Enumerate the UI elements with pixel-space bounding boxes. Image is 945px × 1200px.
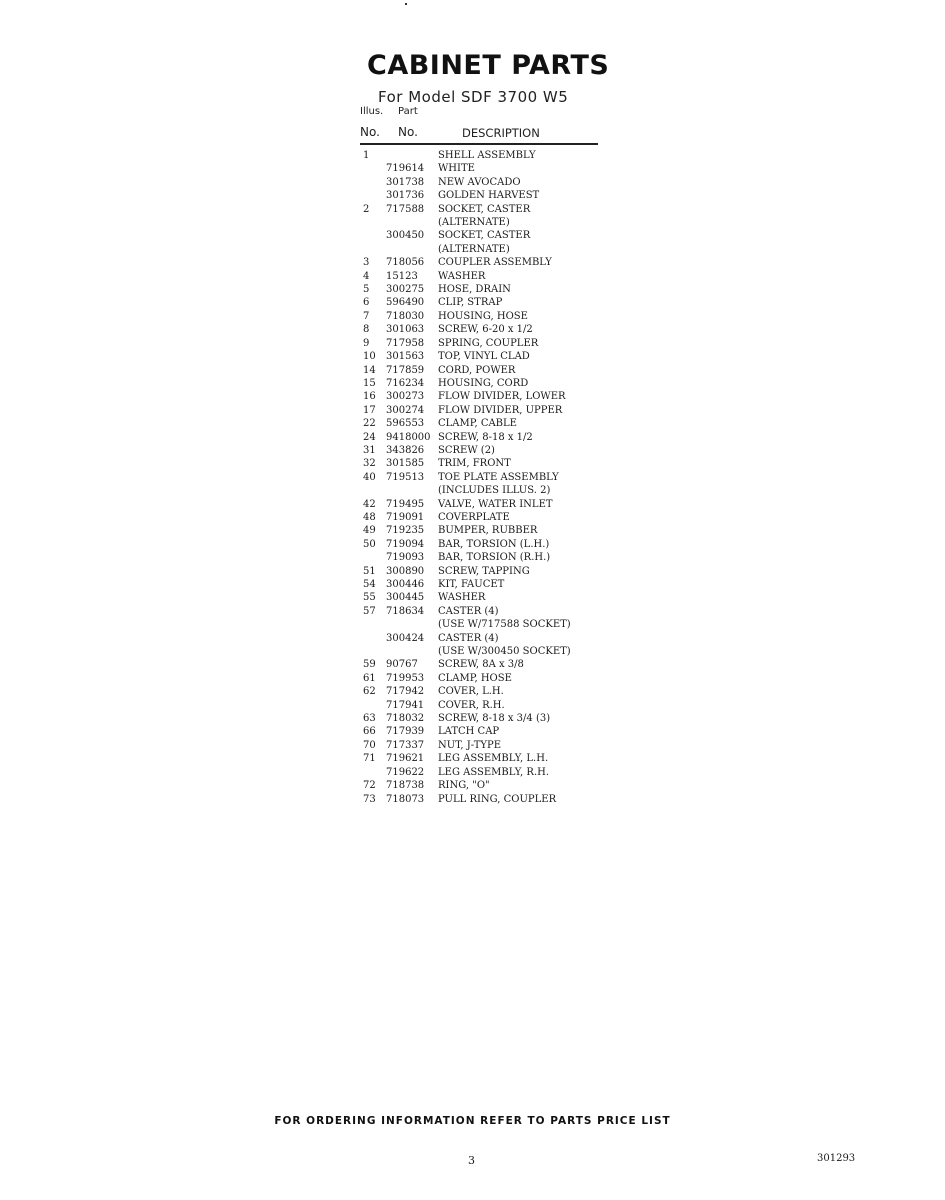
- part-description: SCREW, 6-20 x 1/2: [438, 324, 533, 336]
- part-description: (USE W/300450 SOCKET): [438, 646, 571, 658]
- part-description: PULL RING, COUPLER: [438, 793, 557, 805]
- scan-speck: [405, 3, 407, 5]
- header-illus-no: No.: [360, 125, 380, 139]
- part-number: 301585: [386, 458, 425, 470]
- illus-number: 14: [363, 364, 376, 376]
- parts-table-row: [0, 538, 945, 551]
- part-description: SCREW (2): [438, 444, 495, 456]
- part-number: 716234: [386, 377, 425, 389]
- illus-number: 55: [363, 592, 376, 604]
- illus-number: 59: [363, 659, 376, 671]
- part-description: CLAMP, HOSE: [438, 672, 512, 684]
- illus-number: 71: [363, 753, 376, 765]
- part-number: 596553: [386, 418, 425, 430]
- part-description: WASHER: [438, 592, 486, 604]
- part-description: LEG ASSEMBLY, R.H.: [438, 766, 550, 778]
- header-part-no: No.: [398, 125, 418, 139]
- illus-number: 3: [363, 257, 370, 269]
- part-number: 15123: [386, 270, 418, 282]
- parts-table-row: [0, 685, 945, 698]
- parts-table-row: [0, 377, 945, 390]
- parts-table-row: [0, 645, 945, 658]
- part-description: TOE PLATE ASSEMBLY: [438, 471, 559, 483]
- parts-table-row: [0, 658, 945, 671]
- illus-number: 40: [363, 471, 376, 483]
- parts-table-row: [0, 793, 945, 806]
- illus-number: 31: [363, 444, 376, 456]
- illus-number: 8: [363, 324, 370, 336]
- part-number: 300424: [386, 632, 425, 644]
- parts-table-row: [0, 243, 945, 256]
- parts-table-row: [0, 779, 945, 792]
- part-description: SCREW, 8A x 3/8: [438, 659, 524, 671]
- parts-table-row: [0, 203, 945, 216]
- illus-number: 50: [363, 538, 376, 550]
- document-number: 301293: [817, 1153, 856, 1164]
- parts-table-row: [0, 149, 945, 162]
- illus-number: 49: [363, 525, 376, 537]
- part-description: CASTER (4): [438, 605, 499, 617]
- part-number: 343826: [386, 444, 425, 456]
- part-description: CLAMP, CABLE: [438, 418, 517, 430]
- parts-table-row: [0, 364, 945, 377]
- parts-table-row: [0, 699, 945, 712]
- part-number: 300450: [386, 230, 425, 242]
- parts-table-row: [0, 672, 945, 685]
- part-description: (USE W/717588 SOCKET): [438, 619, 571, 631]
- illus-number: 54: [363, 579, 376, 590]
- model-subtitle: For Model SDF 3700 W5: [378, 88, 569, 106]
- part-number: 717941: [386, 699, 425, 711]
- part-description: CLIP, STRAP: [438, 297, 503, 309]
- part-number: 300274: [386, 404, 425, 416]
- illus-number: 32: [363, 458, 376, 470]
- part-number: 719495: [386, 498, 425, 510]
- header-description: DESCRIPTION: [462, 126, 540, 140]
- part-description: TRIM, FRONT: [438, 458, 511, 470]
- ordering-footer: FOR ORDERING INFORMATION REFER TO PARTS PRICE LIST: [274, 1115, 671, 1127]
- illus-number: 48: [363, 511, 376, 523]
- parts-table-row: [0, 618, 945, 631]
- part-number: 718738: [386, 780, 425, 792]
- part-description: SCREW, 8-18 x 1/2: [438, 431, 533, 443]
- part-description: SOCKET, CASTER: [438, 203, 531, 215]
- parts-table-row: [0, 229, 945, 242]
- part-number: 719091: [386, 511, 425, 523]
- part-number: 301736: [386, 190, 425, 202]
- part-number: 718030: [386, 310, 425, 322]
- part-description: GOLDEN HARVEST: [438, 190, 540, 202]
- part-description: CASTER (4): [438, 632, 499, 644]
- parts-table-row: [0, 216, 945, 229]
- part-number: 719622: [386, 766, 425, 778]
- illus-number: 10: [363, 351, 376, 363]
- part-description: WASHER: [438, 270, 486, 282]
- part-description: COUPLER ASSEMBLY: [438, 257, 552, 269]
- part-number: 719621: [386, 753, 425, 765]
- illus-number: 63: [363, 713, 376, 725]
- part-description: WHITE: [438, 163, 475, 175]
- part-description: HOSE, DRAIN: [438, 284, 511, 296]
- part-description: FLOW DIVIDER, LOWER: [438, 391, 566, 403]
- part-description: TOP, VINYL CLAD: [438, 351, 530, 363]
- part-description: LEG ASSEMBLY, L.H.: [438, 753, 549, 765]
- parts-table-row: [0, 712, 945, 725]
- parts-table-row: [0, 632, 945, 645]
- part-number: 717939: [386, 726, 425, 738]
- part-description: (ALTERNATE): [438, 243, 510, 255]
- part-number: 717942: [386, 686, 425, 698]
- part-description: BAR, TORSION (L.H.): [438, 538, 550, 550]
- page-title: CABINET PARTS: [367, 50, 610, 81]
- part-number: 718634: [386, 605, 425, 617]
- part-number: 301563: [386, 351, 425, 363]
- parts-table-row: [0, 725, 945, 738]
- part-description: FLOW DIVIDER, UPPER: [438, 404, 563, 416]
- header-illus-top: Illus.: [360, 106, 384, 117]
- part-number: 300890: [386, 565, 425, 577]
- illus-number: 73: [363, 793, 376, 805]
- page-number: 3: [468, 1154, 475, 1167]
- illus-number: 42: [363, 498, 376, 510]
- part-description: HOUSING, HOSE: [438, 310, 528, 322]
- illus-number: 57: [363, 605, 376, 617]
- part-description: SCREW, 8-18 x 3/4 (3): [438, 713, 551, 725]
- part-number: 300275: [386, 284, 425, 296]
- parts-table-row: [0, 176, 945, 189]
- part-number: 300273: [386, 391, 425, 403]
- parts-table-row: [0, 296, 945, 309]
- illus-number: 6: [363, 297, 370, 309]
- illus-number: 24: [363, 431, 376, 443]
- part-number: 718032: [386, 713, 425, 725]
- parts-table-row: [0, 565, 945, 578]
- illus-number: 17: [363, 404, 376, 416]
- header-part-top: Part: [398, 106, 418, 117]
- header-rule: [360, 143, 598, 145]
- part-description: LATCH CAP: [438, 726, 500, 738]
- part-number: 300446: [386, 579, 425, 590]
- part-description: KIT, FAUCET: [438, 579, 505, 590]
- parts-table-row: [0, 578, 945, 591]
- illus-number: 4: [363, 270, 370, 282]
- parts-table-row: [0, 283, 945, 296]
- parts-table: [0, 149, 945, 806]
- part-number: 90767: [386, 659, 418, 671]
- illus-number: 16: [363, 391, 376, 403]
- parts-table-row: [0, 498, 945, 511]
- part-description: BAR, TORSION (R.H.): [438, 552, 551, 564]
- part-description: COVER, L.H.: [438, 686, 504, 698]
- parts-table-row: [0, 471, 945, 484]
- part-description: CORD, POWER: [438, 364, 516, 376]
- part-number: 719093: [386, 552, 425, 564]
- parts-table-row: [0, 431, 945, 444]
- parts-table-row: [0, 270, 945, 283]
- illus-number: 1: [363, 150, 370, 161]
- parts-table-row: [0, 417, 945, 430]
- part-number: 596490: [386, 297, 425, 309]
- part-number: 9418000: [386, 431, 431, 443]
- part-description: BUMPER, RUBBER: [438, 525, 538, 537]
- parts-table-row: [0, 256, 945, 269]
- part-description: SOCKET, CASTER: [438, 230, 531, 242]
- part-number: 717958: [386, 337, 425, 349]
- parts-table-row: [0, 162, 945, 175]
- parts-table-row: [0, 766, 945, 779]
- part-number: 300445: [386, 592, 425, 604]
- parts-table-row: [0, 189, 945, 202]
- part-description: (ALTERNATE): [438, 217, 510, 229]
- part-number: 301738: [386, 176, 425, 188]
- illus-number: 62: [363, 686, 376, 698]
- parts-table-row: [0, 605, 945, 618]
- parts-table-row: [0, 752, 945, 765]
- part-description: (INCLUDES ILLUS. 2): [438, 485, 551, 497]
- part-number: 719614: [386, 163, 425, 175]
- part-number: 717588: [386, 203, 425, 215]
- part-description: COVERPLATE: [438, 511, 510, 523]
- parts-table-row: [0, 457, 945, 470]
- illus-number: 2: [363, 203, 370, 215]
- parts-table-row: [0, 511, 945, 524]
- parts-table-row: [0, 524, 945, 537]
- part-description: HOUSING, CORD: [438, 377, 529, 389]
- illus-number: 66: [363, 726, 376, 738]
- parts-table-row: [0, 444, 945, 457]
- part-number: 719235: [386, 525, 425, 537]
- part-number: 717337: [386, 739, 425, 751]
- part-number: 719513: [386, 471, 425, 483]
- part-number: 719094: [386, 538, 425, 550]
- parts-table-row: [0, 350, 945, 363]
- part-number: 719953: [386, 672, 425, 684]
- parts-table-row: [0, 323, 945, 336]
- part-number: 301063: [386, 324, 425, 336]
- part-description: SHELL ASSEMBLY: [438, 150, 536, 161]
- parts-table-row: [0, 591, 945, 604]
- part-description: NUT, J-TYPE: [438, 739, 502, 751]
- part-number: 718056: [386, 257, 425, 269]
- illus-number: 15: [363, 377, 376, 389]
- parts-table-row: [0, 310, 945, 323]
- parts-table-row: [0, 390, 945, 403]
- parts-table-row: [0, 404, 945, 417]
- part-description: COVER, R.H.: [438, 699, 505, 711]
- part-description: VALVE, WATER INLET: [438, 498, 553, 510]
- part-description: RING, "O": [438, 780, 490, 792]
- illus-number: 61: [363, 672, 376, 684]
- illus-number: 22: [363, 418, 376, 430]
- part-description: SPRING, COUPLER: [438, 337, 539, 349]
- parts-table-row: [0, 337, 945, 350]
- parts-table-row: [0, 739, 945, 752]
- part-description: NEW AVOCADO: [438, 176, 521, 188]
- illus-number: 51: [363, 565, 376, 577]
- parts-table-row: [0, 484, 945, 497]
- part-number: 717859: [386, 364, 425, 376]
- parts-table-row: [0, 551, 945, 564]
- illus-number: 70: [363, 739, 376, 751]
- illus-number: 5: [363, 284, 370, 296]
- part-description: SCREW, TAPPING: [438, 565, 530, 577]
- illus-number: 9: [363, 337, 370, 349]
- illus-number: 72: [363, 780, 376, 792]
- part-number: 718073: [386, 793, 425, 805]
- illus-number: 7: [363, 310, 370, 322]
